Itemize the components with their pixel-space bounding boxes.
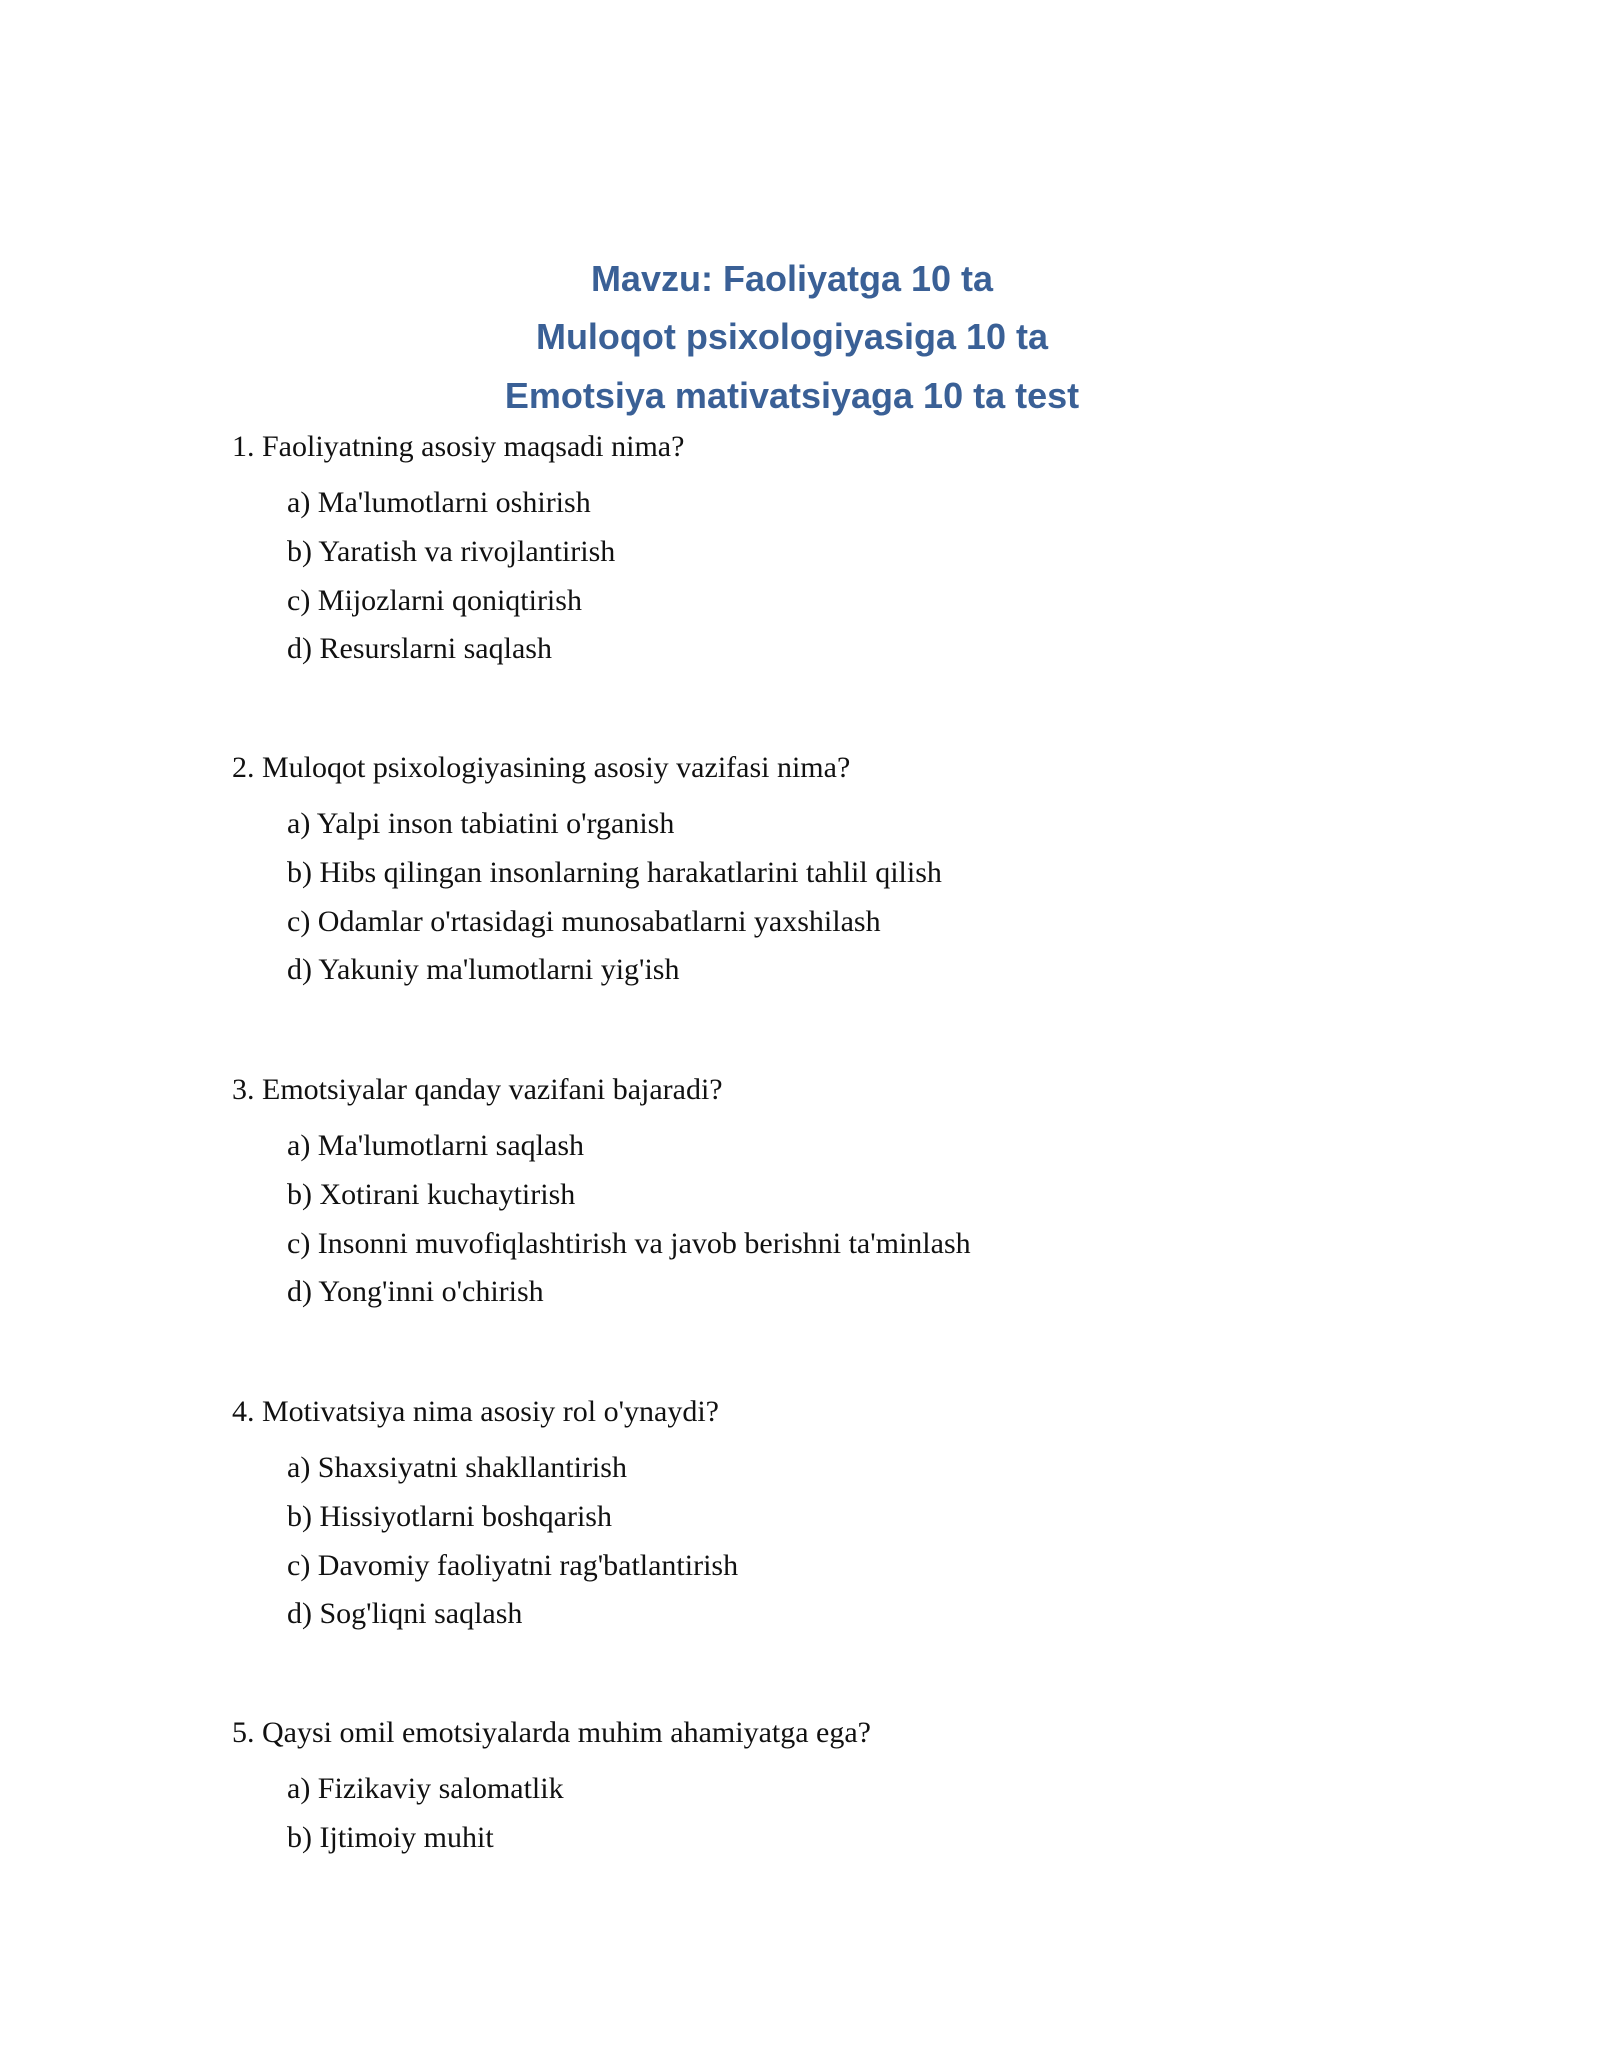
question-text: 5. Qaysi omil emotsiyalarda muhim ahamiyatga ega? bbox=[232, 1716, 871, 1749]
answer-option: b) Hibs qilingan insonlarning harakatlarini tahlil qilish bbox=[287, 856, 942, 889]
answer-option: d) Yakuniy ma'lumotlarni yig'ish bbox=[287, 953, 680, 986]
answer-option: a) Fizikaviy salomatlik bbox=[287, 1772, 564, 1805]
answer-option: c) Davomiy faoliyatni rag'batlantirish bbox=[287, 1549, 739, 1582]
question-text: 4. Motivatsiya nima asosiy rol o'ynaydi? bbox=[232, 1395, 720, 1428]
title-line-2: Muloqot psixologiyasiga 10 ta bbox=[535, 316, 1049, 357]
answer-option: d) Resurslarni saqlash bbox=[287, 632, 552, 665]
answer-option: b) Xotirani kuchaytirish bbox=[287, 1178, 576, 1211]
answer-option: a) Shaxsiyatni shakllantirish bbox=[287, 1451, 627, 1484]
answer-option: d) Sog'liqni saqlash bbox=[287, 1597, 523, 1630]
title-line-3: Emotsiya mativatsiyaga 10 ta test bbox=[504, 375, 1080, 416]
answer-option: c) Odamlar o'rtasidagi munosabatlarni yaxshilash bbox=[287, 905, 881, 938]
answer-option: b) Ijtimoiy muhit bbox=[287, 1821, 494, 1854]
answer-option: a) Yalpi inson tabiatini o'rganish bbox=[287, 807, 675, 840]
question-text: 3. Emotsiyalar qanday vazifani bajaradi? bbox=[232, 1073, 723, 1106]
answer-option: d) Yong'inni o'chirish bbox=[287, 1275, 544, 1308]
answer-option: c) Insonni muvofiqlashtirish va javob berishni ta'minlash bbox=[287, 1227, 971, 1260]
answer-option: b) Yaratish va rivojlantirish bbox=[287, 535, 616, 568]
answer-option: a) Ma'lumotlarni saqlash bbox=[287, 1129, 584, 1162]
answer-option: c) Mijozlarni qoniqtirish bbox=[287, 584, 582, 617]
question-text: 2. Muloqot psixologiyasining asosiy vazifasi nima? bbox=[232, 751, 851, 784]
answer-option: a) Ma'lumotlarni oshirish bbox=[287, 486, 591, 519]
title-line-1: Mavzu: Faoliyatga 10 ta bbox=[590, 258, 994, 299]
answer-option: b) Hissiyotlarni boshqarish bbox=[287, 1500, 612, 1533]
question-text: 1. Faoliyatning asosiy maqsadi nima? bbox=[232, 430, 685, 463]
